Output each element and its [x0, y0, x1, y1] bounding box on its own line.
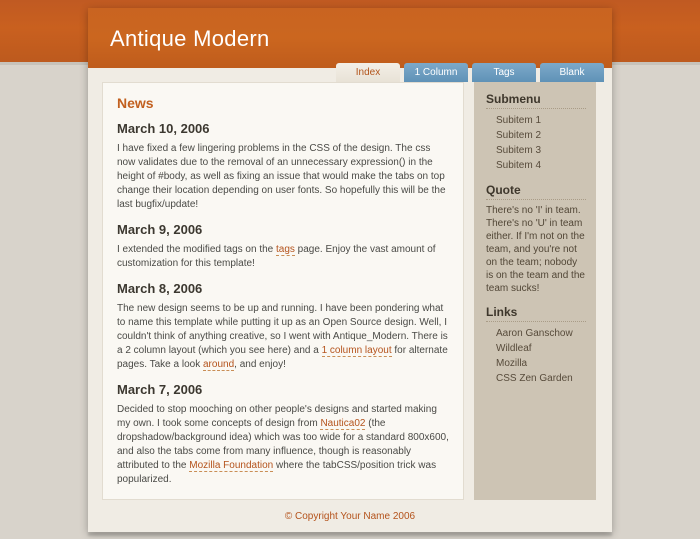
sidebar-link-css-zen-garden[interactable]: [486, 371, 586, 386]
sidebar-quote-heading: Quote: [486, 183, 586, 200]
sidebar-item-label[interactable]: Subitem 2: [496, 130, 542, 141]
link-1-column-layout[interactable]: 1 column layout: [321, 345, 392, 356]
entry-body: I extended the modified tags on the tags page. Enjoy the vast amount of customization for this template!: [117, 244, 436, 269]
sidebar-item-subitem-3[interactable]: [486, 143, 586, 158]
sidebar-links-list: [486, 326, 586, 386]
sidebar-links-heading: Links: [486, 305, 586, 322]
sidebar-item-label[interactable]: Subitem 3: [496, 145, 542, 156]
link-mozilla-foundation[interactable]: Mozilla Foundation: [189, 460, 274, 471]
sidebar-link-label[interactable]: CSS Zen Garden: [496, 373, 573, 384]
tab-1-column[interactable]: 1 Column: [404, 63, 468, 82]
main-content: [102, 82, 464, 500]
section-title: News: [117, 95, 154, 111]
site-header: [88, 8, 612, 68]
sidebar-link-label[interactable]: Wildleaf: [496, 343, 532, 354]
news-entry: [117, 222, 449, 271]
sidebar: [474, 82, 596, 500]
sidebar-link-label[interactable]: Mozilla: [496, 358, 528, 369]
sidebar-item-label[interactable]: Subitem 1: [496, 115, 542, 126]
news-entry: [117, 382, 449, 487]
link-tags[interactable]: tags: [276, 244, 295, 255]
news-entry: [117, 281, 449, 372]
sidebar-item-subitem-1[interactable]: [486, 113, 586, 128]
page-shadow: [88, 532, 612, 536]
footer-copyright: © Copyright Your Name 2006: [284, 511, 416, 522]
sidebar-submenu-list: [486, 113, 586, 173]
sidebar-item-label[interactable]: Subitem 4: [496, 160, 542, 171]
sidebar-link-label[interactable]: Aaron Ganschow: [496, 328, 573, 339]
entry-date: March 10, 2006: [117, 121, 210, 136]
link-around[interactable]: around: [203, 359, 235, 370]
entry-date: March 9, 2006: [117, 222, 203, 237]
tab-index[interactable]: Index: [336, 63, 400, 82]
link-nautica02[interactable]: Nautica02: [320, 418, 366, 429]
sidebar-submenu-heading: Submenu: [486, 92, 586, 109]
tab-tags[interactable]: Tags: [472, 63, 536, 82]
entry-body: Decided to stop mooching on other people's designs and started making my own. I took some concepts of design from Nautica02 (the dropshadow/background idea) which was too wide for a standard 800x600, and also the tabs come from many influence, though is reasonably attributed to the Mozilla Foundation where the tabCSS/position trick was popularized.: [117, 404, 449, 485]
entry-date: March 8, 2006: [117, 281, 203, 296]
news-entry: [117, 121, 449, 212]
sidebar-item-subitem-4[interactable]: [486, 158, 586, 173]
page-container: [88, 8, 612, 532]
sidebar-links-block: [486, 305, 586, 386]
sidebar-item-subitem-2[interactable]: [486, 128, 586, 143]
entry-date: March 7, 2006: [117, 382, 203, 397]
entry-body: I have fixed a few lingering problems in the CSS of the design. The css now validates due to the removal of an unnecessary expression() in the height of #body, as well as fixing an issue that would make the tabs on top change their location depending on user fonts. So hopefully this will be the last bugfix/update!: [117, 143, 446, 210]
content-area: [88, 68, 612, 500]
sidebar-link-wildleaf[interactable]: [486, 341, 586, 356]
sidebar-quote-text: There's no 'I' in team. There's no 'U' in team either. If I'm not on the team, and you're not on the team; nobody is on the team and the team sucks!: [486, 205, 585, 294]
sidebar-link-mozilla[interactable]: [486, 356, 586, 371]
tab-bar: [336, 63, 604, 82]
entry-body: The new design seems to be up and running. I have been pondering what to name this template while putting it up as an Open Source design. Well, I couldn't think of anything creative, so I went with Antique_Modern. There is a 2 column layout (which you see here) and a 1 column layout for alternate pages. Take a look around, and enjoy!: [117, 303, 448, 370]
page-title: Antique Modern: [110, 26, 270, 51]
sidebar-link-aaron-ganschow[interactable]: [486, 326, 586, 341]
sidebar-quote-block: [486, 183, 586, 295]
tab-blank[interactable]: Blank: [540, 63, 604, 82]
sidebar-submenu-block: [486, 92, 586, 173]
